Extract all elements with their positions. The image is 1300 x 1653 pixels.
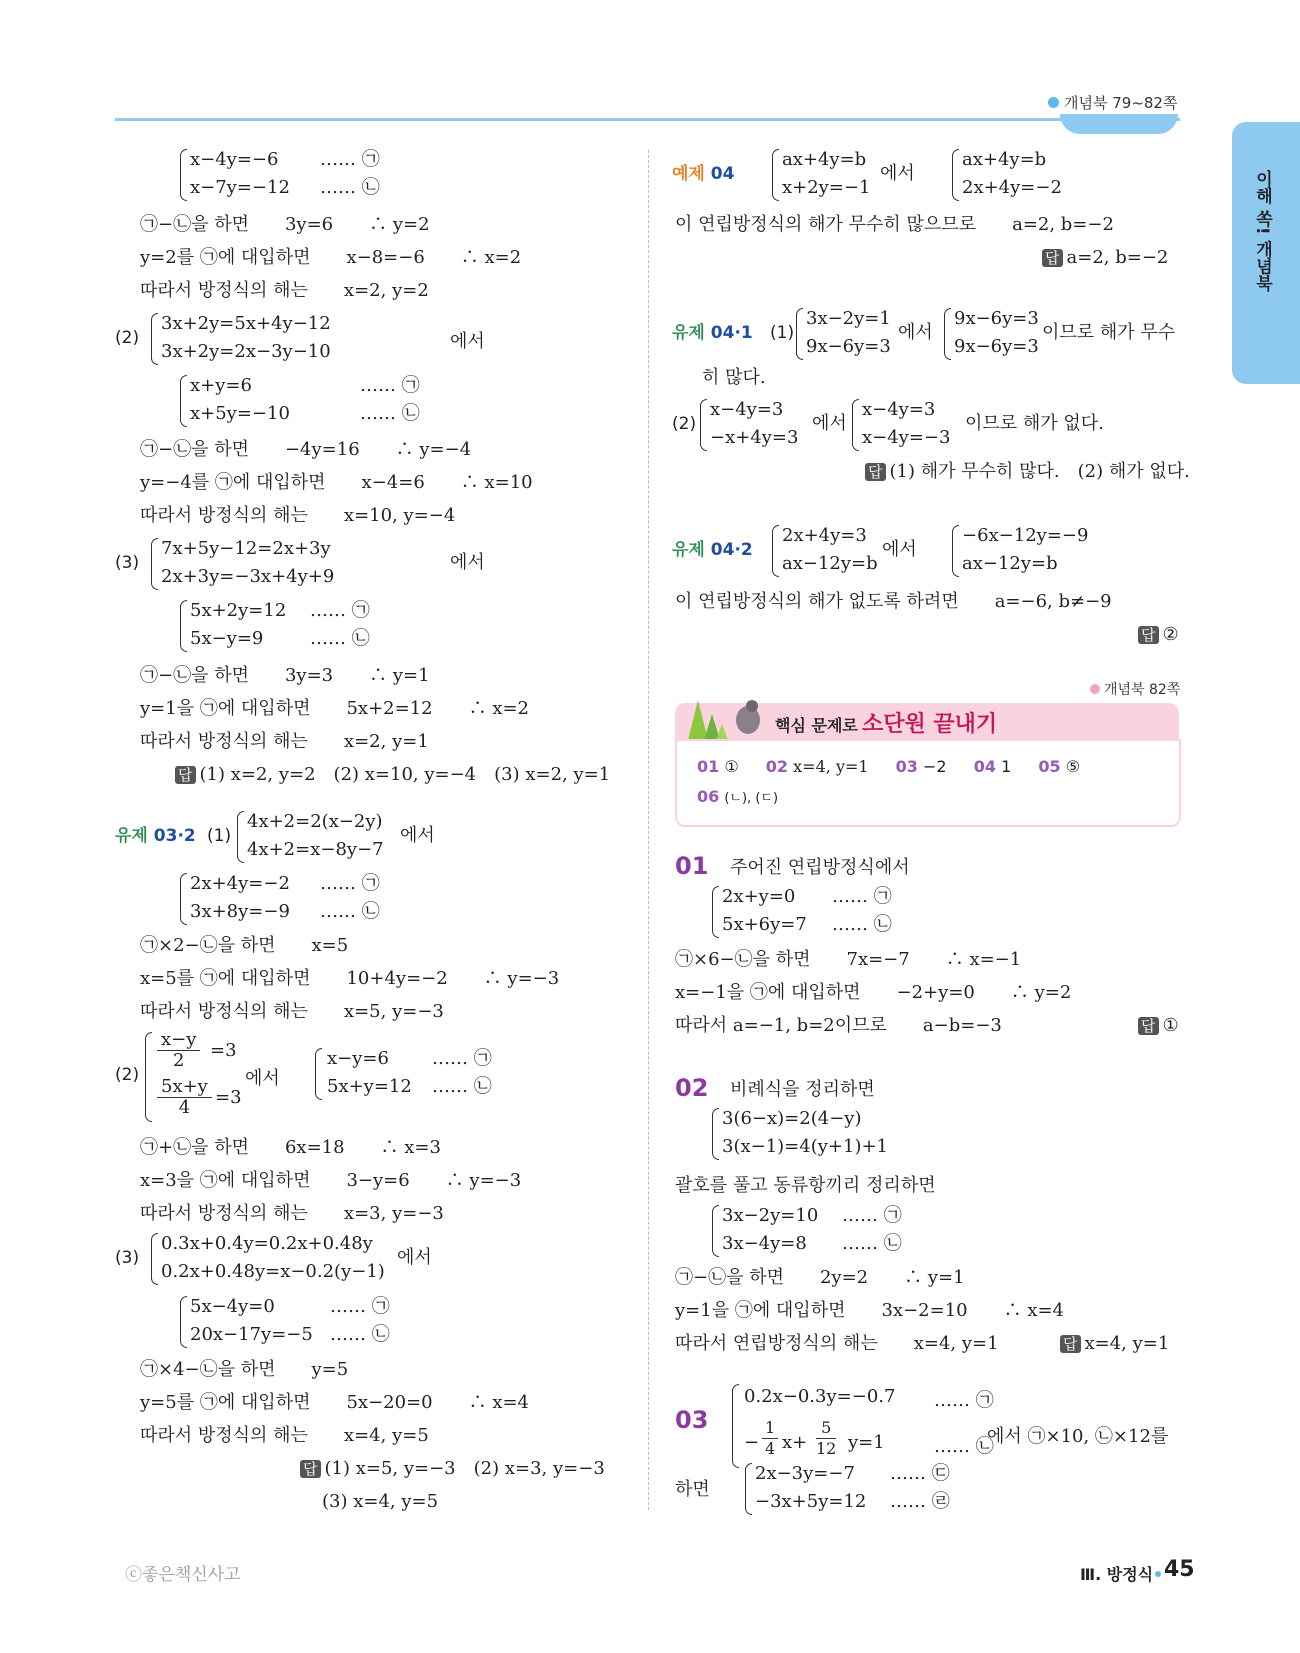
system-l11: 5x+2y=12 …… ㉠ 5x−y=9 …… ㉡	[180, 597, 286, 653]
text-line: 따라서 방정식의 해는 x=2, y=2	[140, 280, 429, 301]
text-line: x=−1을 ㉠에 대입하면 −2+y=0 ∴ y=2	[675, 982, 1072, 1003]
text-line: 이 연립방정식의 해가 없도록 하려면 a=−6, b≠−9	[675, 591, 1112, 612]
text-line: 따라서 연립방정식의 해는 x=4, y=1	[675, 1333, 999, 1354]
text-line: 주어진 연립방정식에서	[730, 857, 910, 878]
text-line: 따라서 방정식의 해는 x=5, y=−3	[140, 1001, 444, 1022]
answer-line: 답 a=2, b=−2	[1042, 246, 1168, 270]
answer-icon: 답	[1042, 249, 1063, 267]
system-p03: 0.2x−0.3y=−0.7 …… ㉠ − 1 4 x+ 5 12 y=1 …… ㉡ 에서 ㉠×10, ㉡×12를	[732, 1382, 1182, 1472]
problem-number: 01	[675, 852, 709, 880]
answer-icon: 답	[175, 766, 196, 784]
answer-line: 답 (1) 해가 무수히 많다. (2) 해가 없다.	[865, 460, 1190, 484]
answer-icon: 답	[865, 463, 886, 481]
text-line: ㉠−㉡을 하면 −4y=16 ∴ y=−4	[140, 439, 472, 460]
answer-summary-box	[675, 739, 1181, 827]
problem-number: 02	[675, 1074, 709, 1102]
chapter-reference-2: 개념북 82쪽	[1104, 682, 1181, 698]
system-p03b: 2x−3y=−7 …… ㉢ −3x+5y=12 …… ㉣	[745, 1460, 866, 1516]
answer-line: 답 x=4, y=1	[1060, 1332, 1169, 1356]
text-line: ㉠+㉡을 하면 6x=18 ∴ x=3	[140, 1137, 441, 1158]
text-line: ㉠×2−㉡을 하면 x=5	[140, 935, 349, 956]
answer-line: 답 ②	[1138, 623, 1179, 647]
chapter-reference: 개념북 79~82쪽	[1064, 94, 1178, 112]
text-line: 따라서 a=−1, b=2이므로 a−b=−3	[675, 1015, 1002, 1036]
tree-bird-icon	[676, 690, 776, 740]
text-line: 따라서 방정식의 해는 x=2, y=1	[140, 731, 429, 752]
banner-title: 소단원 끝내기	[862, 712, 998, 737]
text-line: 따라서 방정식의 해는 x=10, y=−4	[140, 505, 456, 526]
answer-icon: 답	[1060, 1335, 1081, 1353]
text-line: y=−4를 ㉠에 대입하면 x−4=6 ∴ x=10	[140, 472, 533, 493]
text-line: y=1을 ㉠에 대입하면 5x+2=12 ∴ x=2	[140, 698, 530, 719]
system-l17: 2x+4y=−2 …… ㉠ 3x+8y=−9 …… ㉡	[180, 870, 290, 926]
copyright: ⓒ좋은책신사고	[125, 1565, 241, 1585]
text-line: ㉠−㉡을 하면 3y=3 ∴ y=1	[140, 665, 430, 686]
ref-dot-icon	[1090, 684, 1100, 694]
banner-prefix: 핵심 문제로	[775, 716, 858, 735]
text-line: x=5를 ㉠에 대입하면 10+4y=−2 ∴ y=−3	[140, 968, 560, 989]
answer-line: 답 (1) x=5, y=−3 (2) x=3, y=−3	[300, 1457, 605, 1481]
text-line: 하면	[675, 1479, 710, 1500]
header-scallop	[1060, 114, 1178, 134]
answer-line-cont: (3) x=4, y=5	[322, 1491, 439, 1512]
text-line: ㉠×6−㉡을 하면 7x=−7 ∴ x=−1	[675, 949, 1022, 970]
problem-number: 03	[675, 1406, 709, 1434]
header-dot-icon	[1048, 97, 1059, 108]
text-line: 이 연립방정식의 해가 무수히 많으므로 a=2, b=−2	[675, 214, 1114, 235]
text-line: 비례식을 정리하면	[730, 1079, 875, 1100]
answer-summary-row2: 06 (ㄴ), (ㄷ)	[697, 787, 779, 806]
system-p01: 2x+y=0 …… ㉠ 5x+6y=7 …… ㉡	[712, 883, 807, 939]
system-l06: x+y=6 …… ㉠ x+5y=−10 …… ㉡	[180, 372, 290, 428]
text-line: y=2를 ㉠에 대입하면 x−8=−6 ∴ x=2	[140, 247, 522, 268]
footer-dot-icon	[1155, 1571, 1161, 1577]
text-line: y=5를 ㉠에 대입하면 5x−20=0 ∴ x=4	[140, 1392, 530, 1413]
answer-line: 답 (1) x=2, y=2 (2) x=10, y=−4 (3) x=2, y=1	[175, 763, 610, 787]
text-line: 히 많다.	[702, 367, 766, 388]
answer-icon: 답	[300, 1460, 321, 1478]
answer-line: 답 ①	[1138, 1014, 1179, 1038]
text-line: ㉠×4−㉡을 하면 y=5	[140, 1359, 349, 1380]
text-line: y=1을 ㉠에 대입하면 3x−2=10 ∴ x=4	[675, 1300, 1065, 1321]
answer-summary-row1: 01 ① 02 x=4, y=1 03 −2 04 1 05 ⑤	[697, 757, 1081, 776]
header-rule	[115, 118, 1180, 121]
side-tab-label: 이해 쏙! 개념북	[1252, 170, 1272, 292]
chapter-footer: Ⅲ. 방정식	[1080, 1565, 1154, 1584]
text-line: x=3을 ㉠에 대입하면 3−y=6 ∴ y=−3	[140, 1170, 522, 1191]
system-l26: 5x−4y=0 …… ㉠ 20x−17y=−5 …… ㉡	[180, 1293, 313, 1349]
text-line: 따라서 방정식의 해는 x=3, y=−3	[140, 1203, 444, 1224]
column-divider	[648, 150, 649, 1510]
text-line: 따라서 방정식의 해는 x=4, y=5	[140, 1425, 429, 1446]
answer-icon: 답	[1138, 1017, 1159, 1035]
system-l21: (2) x−y 2 =3 5x+y 4 =3 에서 x−y=6 …… ㉠ 5x+y=12 …… ㉡	[115, 1030, 615, 1125]
text-line: ㉠−㉡을 하면 3y=6 ∴ y=2	[140, 214, 430, 235]
system-p02b: 3x−2y=10 …… ㉠ 3x−4y=8 …… ㉡	[712, 1202, 818, 1258]
system-l01: x−4y=−6 …… ㉠ x−7y=−12 …… ㉡	[180, 146, 290, 202]
page-number: 45	[1164, 1557, 1195, 1582]
system-p02: 3(6−x)=2(4−y) 3(x−1)=4(y+1)+1	[712, 1105, 888, 1161]
text-line: ㉠−㉡을 하면 2y=2 ∴ y=1	[675, 1267, 965, 1288]
answer-icon: 답	[1138, 626, 1159, 644]
text-line: 괄호를 풀고 동류항끼리 정리하면	[675, 1175, 936, 1196]
